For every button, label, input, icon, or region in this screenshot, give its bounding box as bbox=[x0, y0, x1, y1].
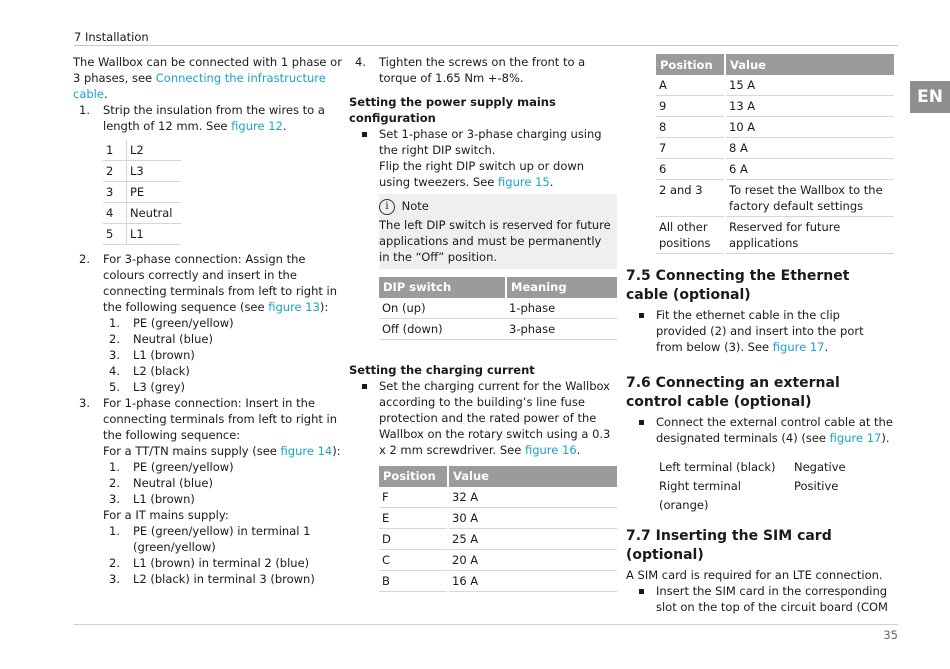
item-text: PE (green/yellow) bbox=[133, 316, 234, 330]
table-row bbox=[379, 549, 617, 570]
note-label: Note bbox=[401, 199, 429, 213]
external-end: ). bbox=[881, 431, 890, 445]
external-control-bullet bbox=[626, 414, 894, 446]
item-text: L1 (brown) in terminal 2 (blue) bbox=[133, 556, 310, 570]
wire-number: 4 bbox=[103, 203, 127, 224]
table-row bbox=[379, 318, 617, 339]
item-number: 2. bbox=[109, 556, 120, 570]
bullet-text-2 bbox=[379, 158, 617, 190]
list-item bbox=[73, 571, 343, 587]
table-row bbox=[656, 138, 894, 159]
item-number: 1. bbox=[109, 316, 120, 330]
intro-paragraph bbox=[73, 54, 343, 102]
table-row bbox=[656, 96, 894, 117]
table-row bbox=[379, 528, 617, 549]
item-text: L1 (brown) bbox=[133, 492, 195, 506]
note-text: The left DIP switch is reserved for future applications and must be permanently in the “Off” position. bbox=[379, 217, 611, 264]
header-divider bbox=[74, 45, 898, 46]
figure-17-link[interactable]: figure 17 bbox=[829, 431, 882, 445]
item-number: 1. bbox=[109, 460, 120, 474]
step-number: 2. bbox=[79, 252, 90, 266]
table-cell: 7 bbox=[656, 138, 725, 159]
step-end: ): bbox=[319, 300, 329, 314]
table-row bbox=[656, 117, 894, 138]
intro-text: The Wallbox can be connected with 1 phase or 3 phases, see bbox=[73, 55, 342, 85]
terminal-polarity: Negative bbox=[794, 460, 846, 474]
info-icon: i bbox=[379, 199, 395, 215]
tt-sequence bbox=[73, 459, 343, 507]
table-row bbox=[103, 161, 181, 182]
table-cell: A bbox=[656, 75, 725, 96]
item-number: 3. bbox=[109, 572, 120, 586]
table-cell: On (up) bbox=[379, 298, 506, 319]
it-sequence bbox=[73, 523, 343, 587]
step-number: 4. bbox=[355, 55, 366, 69]
step-4 bbox=[349, 54, 617, 86]
list-item bbox=[73, 315, 343, 331]
table-cell: To reset the Wallbox to the factory default settings bbox=[725, 180, 894, 217]
terminal-row bbox=[659, 458, 894, 477]
item-text: PE (green/yellow) bbox=[133, 460, 234, 474]
ethernet-bullet bbox=[626, 307, 894, 355]
wire-number: 3 bbox=[103, 182, 127, 203]
table-cell: 25 A bbox=[448, 528, 617, 549]
table-cell: 16 A bbox=[448, 570, 617, 591]
page-number: 35 bbox=[883, 628, 898, 642]
column-header: Value bbox=[448, 466, 617, 487]
bullet-text-b: Flip the right DIP switch up or down using tweezers. See bbox=[379, 159, 585, 189]
list-item bbox=[73, 331, 343, 347]
table-cell: All other positions bbox=[656, 217, 725, 254]
table-cell: B bbox=[379, 570, 448, 591]
table-cell: C bbox=[379, 549, 448, 570]
bullet-marker bbox=[362, 384, 367, 389]
figure-15-link[interactable]: figure 15 bbox=[498, 175, 550, 189]
tt-mains-label bbox=[73, 443, 343, 459]
table-cell: 6 A bbox=[725, 159, 894, 180]
step-text: For 3-phase connection: Assign the colours correctly and insert in the connecting terminals from left to right in the following sequence (see bbox=[103, 252, 338, 314]
item-number: 1. bbox=[109, 524, 120, 538]
table-cell: Reserved for future applications bbox=[725, 217, 894, 254]
step-text: Strip the insulation from the wires to a length of 12 mm. See bbox=[103, 103, 325, 133]
ethernet-text: Fit the ethernet cable in the clip provided (2) and insert into the port from below (3). See bbox=[656, 308, 864, 354]
bullet-text bbox=[656, 414, 894, 446]
table-row bbox=[379, 487, 617, 508]
column-header: DIP switch bbox=[379, 277, 506, 298]
power-supply-heading: Setting the power supply mains configuration bbox=[349, 95, 556, 125]
table-cell: 10 A bbox=[725, 117, 894, 138]
bullet-marker bbox=[639, 589, 644, 594]
table-row bbox=[379, 298, 617, 319]
running-header: 7 Installation bbox=[74, 30, 149, 44]
terminal-name: Left terminal (black) bbox=[659, 460, 776, 474]
table-cell: 30 A bbox=[448, 507, 617, 528]
column-header: Position bbox=[379, 466, 448, 487]
list-item bbox=[73, 347, 343, 363]
table-cell: 2 and 3 bbox=[656, 180, 725, 217]
item-text: L2 (black) bbox=[133, 364, 190, 378]
bullet-end: . bbox=[549, 175, 554, 189]
step-end: . bbox=[282, 119, 287, 133]
table-cell: D bbox=[379, 528, 448, 549]
table-cell: 15 A bbox=[725, 75, 894, 96]
table-row bbox=[103, 224, 181, 245]
rotary-position-table-1 bbox=[379, 466, 617, 592]
table-cell: 8 A bbox=[725, 138, 894, 159]
it-mains-label: For a IT mains supply: bbox=[103, 508, 229, 522]
list-item bbox=[73, 459, 343, 475]
column-header: Position bbox=[656, 54, 725, 75]
intro-end: . bbox=[103, 87, 108, 101]
table-cell: Off (down) bbox=[379, 318, 506, 339]
step-number: 3. bbox=[79, 396, 90, 410]
table-row bbox=[656, 180, 894, 217]
list-item bbox=[73, 379, 343, 395]
wire-label: L2 bbox=[127, 140, 182, 161]
table-cell: 1-phase bbox=[506, 298, 617, 319]
dip-switch-table bbox=[379, 277, 617, 340]
table-cell: 3-phase bbox=[506, 318, 617, 339]
bullet-marker bbox=[639, 313, 644, 318]
column-header: Meaning bbox=[506, 277, 617, 298]
wire-table bbox=[103, 140, 181, 245]
item-text: Neutral (blue) bbox=[133, 476, 213, 490]
charging-current-heading: Setting the charging current bbox=[349, 362, 535, 377]
bullet-marker bbox=[639, 420, 644, 425]
infrastructure-cable-link[interactable]: Connecting the infrastructure cable bbox=[73, 71, 326, 101]
tt-end: ): bbox=[332, 444, 341, 458]
table-cell: F bbox=[379, 487, 448, 508]
table-cell: 9 bbox=[656, 96, 725, 117]
list-item bbox=[73, 491, 343, 507]
terminal-polarity: Positive bbox=[794, 479, 839, 493]
step-text: For 1-phase connection: Insert in the connecting terminals from left to right in the following sequence: bbox=[103, 396, 338, 442]
bullet-text: Set 1-phase or 3-phase charging using the right DIP switch. bbox=[379, 127, 602, 157]
list-item bbox=[73, 475, 343, 491]
ethernet-heading: 7.5 Connecting the Ethernet cable (optional) bbox=[626, 268, 850, 303]
column-header: Value bbox=[725, 54, 894, 75]
charging-current-bullet bbox=[349, 378, 617, 458]
bullet-text: Insert the SIM card in the corresponding slot on the top of the circuit board (COM bbox=[656, 584, 888, 614]
table-header-row bbox=[379, 277, 617, 298]
wire-label: L1 bbox=[127, 224, 182, 245]
wire-number: 5 bbox=[103, 224, 127, 245]
table-row bbox=[379, 570, 617, 591]
table-row bbox=[656, 217, 894, 254]
table-cell: 6 bbox=[656, 159, 725, 180]
step-3 bbox=[73, 395, 343, 443]
list-item bbox=[73, 363, 343, 379]
terminal-name: Right terminal (orange) bbox=[659, 479, 741, 512]
table-header-row bbox=[379, 466, 617, 487]
figure-16-link[interactable]: figure 16 bbox=[524, 442, 577, 457]
bullet-text bbox=[379, 378, 617, 458]
step-1 bbox=[73, 102, 343, 134]
wire-label: PE bbox=[127, 182, 182, 203]
wire-number: 2 bbox=[103, 161, 127, 182]
sim-intro: A SIM card is required for an LTE connection. bbox=[626, 568, 883, 582]
terminal-list bbox=[626, 458, 894, 515]
note-title bbox=[379, 198, 613, 215]
step-2 bbox=[73, 251, 343, 315]
terminal-row bbox=[659, 477, 894, 515]
step-text: Tighten the screws on the front to a torque of 1.65 Nm +-8%. bbox=[379, 55, 586, 85]
item-number: 2. bbox=[109, 476, 120, 490]
list-item bbox=[73, 555, 343, 571]
item-text: Neutral (blue) bbox=[133, 332, 213, 346]
step-number: 1. bbox=[79, 103, 90, 117]
table-cell: 8 bbox=[656, 117, 725, 138]
external-control-heading: 7.6 Connecting an external control cable (optional) bbox=[626, 375, 840, 410]
column-right bbox=[626, 54, 894, 615]
column-left bbox=[73, 54, 343, 587]
figure-17-link[interactable]: figure 17 bbox=[772, 340, 825, 354]
bullet-marker bbox=[362, 132, 367, 137]
figure-12-link[interactable]: figure 12 bbox=[231, 119, 283, 133]
item-number: 3. bbox=[109, 348, 120, 362]
table-row bbox=[103, 182, 181, 203]
item-text: L2 (black) in terminal 3 (brown) bbox=[133, 572, 315, 586]
note-box bbox=[379, 194, 617, 269]
item-text: PE (green/yellow) in terminal 1 (green/yellow) bbox=[133, 524, 311, 554]
figure-13-link[interactable]: figure 13 bbox=[268, 300, 320, 314]
table-header-row bbox=[656, 54, 894, 75]
item-number: 4. bbox=[109, 364, 120, 378]
table-cell: 20 A bbox=[448, 549, 617, 570]
item-text: L3 (grey) bbox=[133, 380, 186, 394]
rotary-position-table-2 bbox=[656, 54, 894, 254]
bullet-text bbox=[656, 307, 894, 355]
table-cell: 32 A bbox=[448, 487, 617, 508]
charging-text: Set the charging current for the Wallbox according to the building’s line fuse protection and the rated power of the Wallbox on the rotary switch using a 0.3 x 2 mm screwdriver. See bbox=[379, 378, 611, 457]
table-row bbox=[656, 159, 894, 180]
column-middle bbox=[349, 54, 617, 592]
item-number: 5. bbox=[109, 380, 120, 394]
power-supply-bullet bbox=[349, 126, 617, 190]
table-row bbox=[656, 75, 894, 96]
sim-bullet bbox=[626, 583, 894, 615]
item-text: L1 (brown) bbox=[133, 348, 195, 362]
table-cell: 13 A bbox=[725, 96, 894, 117]
footer-divider bbox=[74, 624, 898, 625]
list-item bbox=[73, 523, 343, 555]
wire-label: L3 bbox=[127, 161, 182, 182]
figure-14-link[interactable]: figure 14 bbox=[280, 444, 333, 458]
item-number: 3. bbox=[109, 492, 120, 506]
ethernet-end: . bbox=[824, 340, 829, 354]
three-phase-sequence bbox=[73, 315, 343, 395]
external-text: Connect the external control cable at the designated terminals (4) (see bbox=[656, 415, 893, 445]
table-row bbox=[103, 140, 181, 161]
tt-text: For a TT/TN mains supply (see bbox=[103, 444, 281, 458]
language-badge: EN bbox=[910, 81, 950, 113]
table-cell: E bbox=[379, 507, 448, 528]
wire-number: 1 bbox=[103, 140, 127, 161]
charging-end: . bbox=[576, 442, 581, 457]
sim-heading: 7.7 Inserting the SIM card (optional) bbox=[626, 528, 832, 563]
table-row bbox=[103, 203, 181, 224]
table-row bbox=[379, 507, 617, 528]
item-number: 2. bbox=[109, 332, 120, 346]
wire-label: Neutral bbox=[127, 203, 182, 224]
